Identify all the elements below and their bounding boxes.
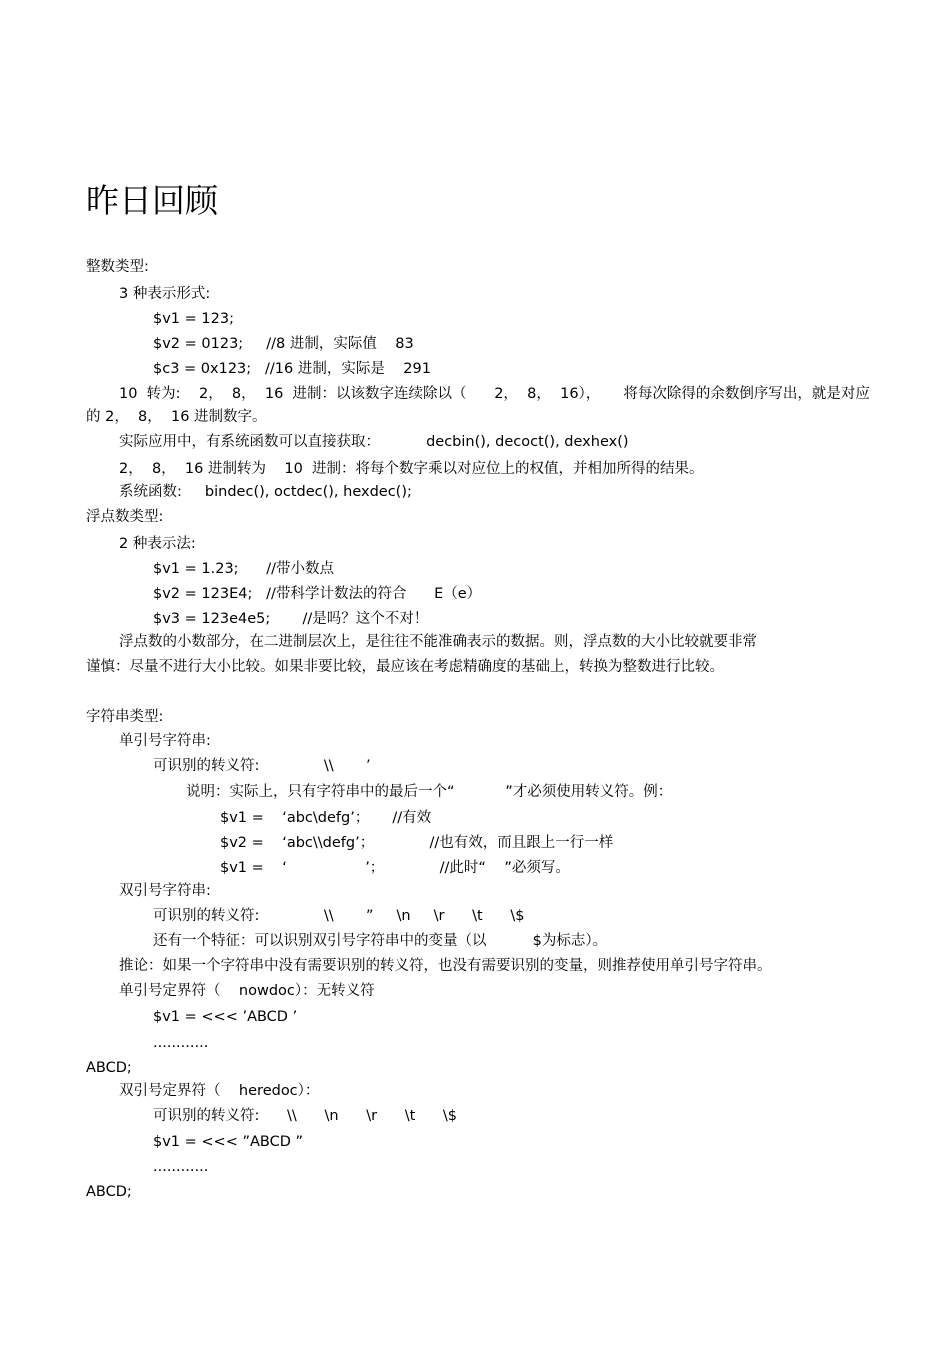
code-line: $v3 = 123e4e5; //是吗？这个不对！ <box>153 611 429 627</box>
text-line: 10 转为: 2， 8， 16 进制：以该数字连续除以（ 2， 8， 16）， 将每次除得的余数倒序写出，就是对应 <box>119 386 870 402</box>
text-line: 单引号字符串: <box>119 733 211 749</box>
code-line: $v2 = ‘abc\\defg’； //也有效，而且跟上一行一样 <box>220 835 614 851</box>
code-line: ABCD; <box>86 1184 132 1200</box>
code-line: $v2 = 123E4; //带科学计数法的符合 E（e） <box>153 586 482 602</box>
text-line: 可识别的转义符: \\ \n \r \t \$ <box>153 1108 458 1124</box>
text-line: 系统函数: bindec(), octdec(), hexdec(); <box>119 484 412 500</box>
text-line: 推论：如果一个字符串中没有需要识别的转义符，也没有需要识别的变量，则推荐使用单引号字符串。 <box>119 958 772 974</box>
code-line: ABCD; <box>86 1060 132 1076</box>
text-line: 3 种表示形式: <box>119 286 211 302</box>
code-line: $v1 = <<< ”ABCD ” <box>153 1134 303 1150</box>
text-line: 说明：实际上，只有字符串中的最后一个“ ”才必须使用转义符。例： <box>186 784 673 800</box>
text-line: 还有一个特征：可以识别双引号字符串中的变量（以 $为标志）。 <box>153 933 608 949</box>
text-line: 双引号字符串: <box>119 883 211 899</box>
text-line: 双引号定界符（ heredoc）： <box>119 1083 320 1099</box>
text-line: 2， 8， 16 进制转为 10 进制：将每个数字乘以对应位上的权值，并相加所得的结果。 <box>119 461 704 477</box>
text-line: 谨慎：尽量不进行大小比较。如果非要比较，最应该在考虑精确度的基础上，转换为整数进行比较。 <box>86 659 724 675</box>
code-line: ............ <box>153 1159 209 1175</box>
code-line: $v1 = ‘ ’； //此时“ ”必须写。 <box>220 860 570 876</box>
text-line: 实际应用中，有系统函数可以直接获取： decbin(), decoct(), dexhex() <box>119 434 629 450</box>
text-line: 单引号定界符（ nowdoc）：无转义符 <box>119 983 375 999</box>
code-line: $v1 = 1.23; //带小数点 <box>153 561 334 577</box>
text-line: 浮点数的小数部分，在二进制层次上，是往往不能准确表示的数据。则，浮点数的大小比较就要非常 <box>119 634 757 650</box>
section-heading-float: 浮点数类型: <box>86 509 164 525</box>
section-heading-integer: 整数类型: <box>86 259 149 275</box>
section-heading-string: 字符串类型: <box>86 709 164 725</box>
code-line: $v1 = 123; <box>153 311 234 327</box>
code-line: $c3 = 0x123; //16 进制，实际是 291 <box>153 361 431 377</box>
code-line: $v1 = <<< ’ABCD ’ <box>153 1009 298 1025</box>
text-line: 的 2， 8， 16 进制数字。 <box>86 409 267 425</box>
page-title: 昨日回顾 <box>86 181 218 220</box>
code-line: $v1 = ‘abc\defg’； //有效 <box>220 810 432 826</box>
text-line: 可识别的转义符: \\ ’ <box>153 758 371 774</box>
text-line: 可识别的转义符: \\ ” \n \r \t \$ <box>153 908 525 924</box>
text-line: 2 种表示法: <box>119 536 196 552</box>
code-line: $v2 = 0123; //8 进制，实际值 83 <box>153 336 414 352</box>
code-line: ............ <box>153 1035 209 1051</box>
